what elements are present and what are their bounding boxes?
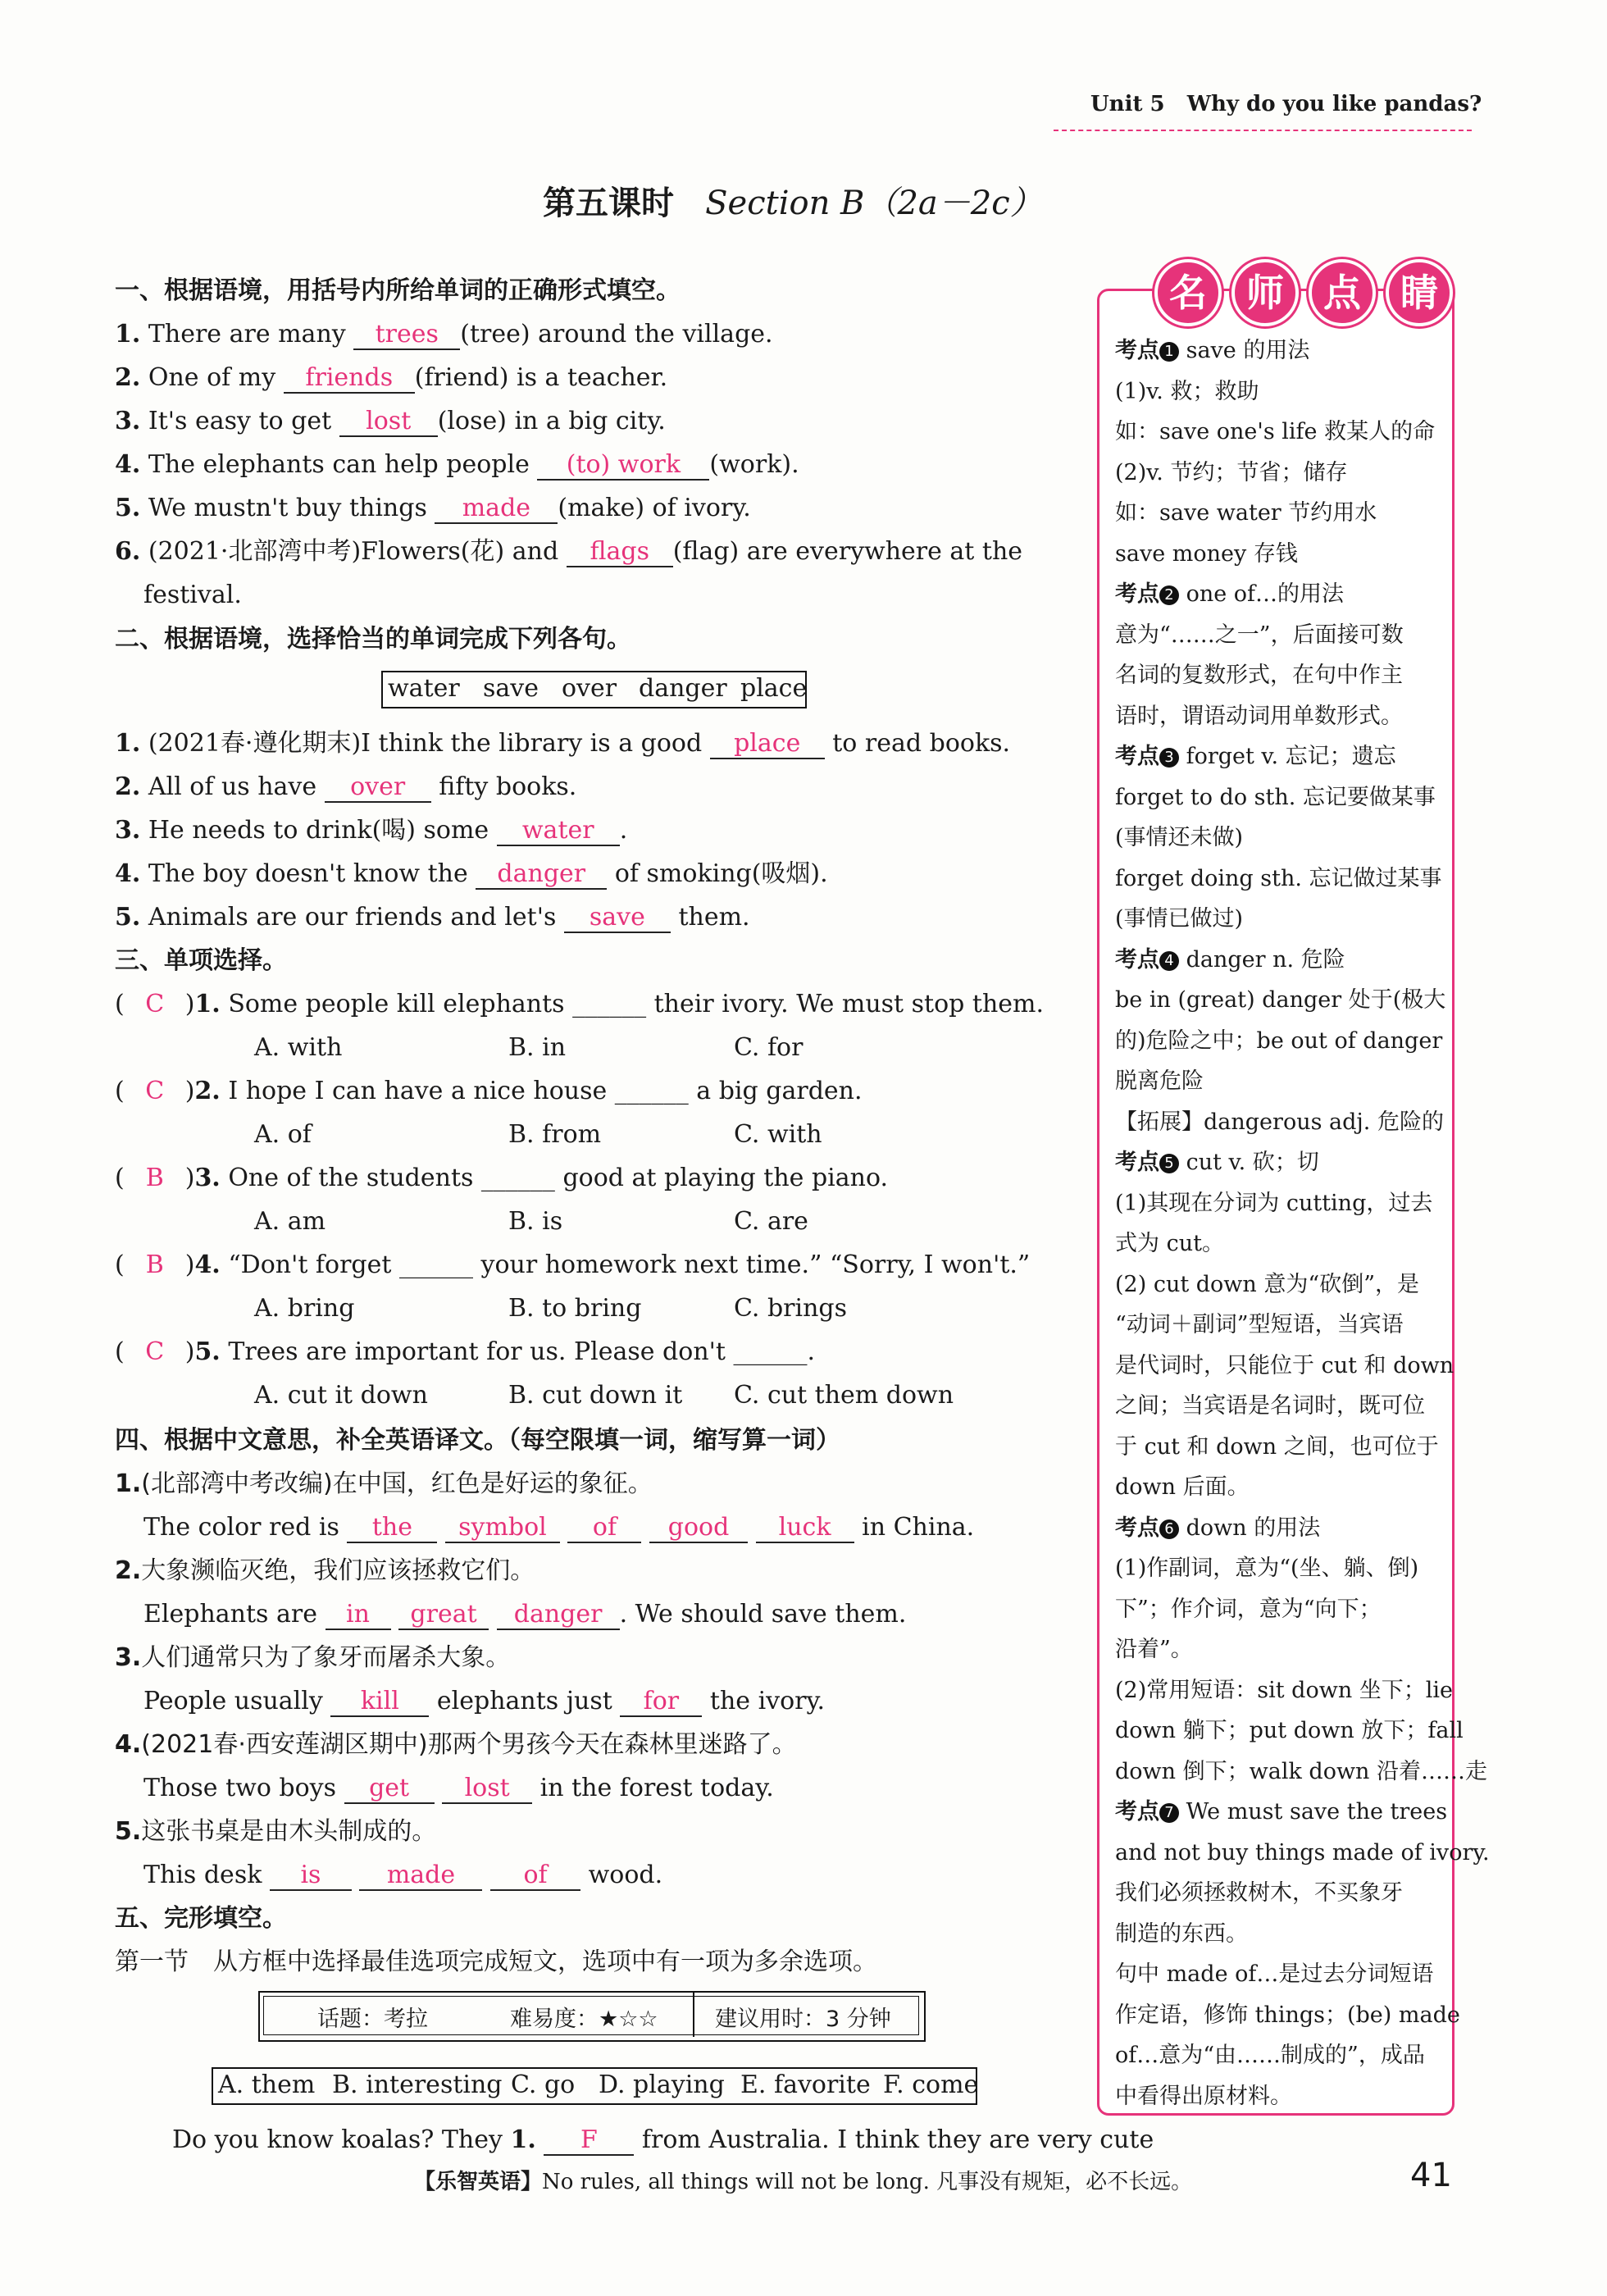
part2-q3: 3. He needs to drink(喝) some water . — [115, 816, 628, 845]
answer-blank: trees — [353, 321, 460, 350]
part1-q1: 1. There are many trees (tree) around the village. — [115, 320, 773, 348]
sidebar-note — [1115, 1838, 1490, 1868]
choice-answer: C — [145, 1337, 165, 1366]
key-point-number: 7 — [1159, 1803, 1179, 1823]
part4-q2-en: Elephants are in great danger . We should save them. — [143, 1600, 907, 1629]
footer-brand: 【乐智英语】 — [414, 2170, 543, 2194]
key-point-label: 考点 — [1115, 946, 1159, 973]
answer-blank: save — [564, 904, 671, 933]
sidebar-note — [1115, 1229, 1224, 1259]
answer-blank: is — [270, 1861, 352, 1891]
sidebar-note — [1115, 1067, 1204, 1096]
sidebar-note — [1115, 540, 1298, 569]
key-point-number: 2 — [1159, 585, 1179, 605]
footer-motto — [414, 2165, 1192, 2195]
sidebar-text: 的)危险之中；be out of danger — [1115, 1027, 1443, 1054]
cloze-option: C. go — [511, 2070, 576, 2099]
choice-answer: C — [145, 1077, 165, 1105]
sidebar-note — [1115, 823, 1243, 853]
word-box — [381, 671, 807, 708]
sidebar-text: cut v. 砍；切 — [1179, 1150, 1319, 1175]
part2-q5: 5. Animals are our friends and let's save them. — [115, 903, 750, 932]
cloze-passage-line: Do you know koalas? They 1. F from Australia. I think they are very cute — [172, 2125, 1154, 2154]
sidebar-text: (2)v. 节约；节省；储存 — [1115, 459, 1348, 485]
choice-answer: B — [145, 1250, 164, 1279]
part5-subtitle: 第一节 从方框中选择最佳选项完成短文，选项中有一项为多余选项。 — [115, 1947, 877, 1976]
sidebar-note — [1115, 1351, 1454, 1381]
sidebar-text: 我们必须拯救树木，不买象牙 — [1115, 1880, 1403, 1906]
sidebar-key-point — [1115, 336, 1309, 366]
answer-blank: kill — [330, 1688, 429, 1717]
header-title: Why do you like pandas? — [1186, 92, 1482, 116]
word-option: save — [483, 674, 539, 703]
key-point-label: 考点 — [1115, 338, 1159, 363]
sidebar-text: “动词＋副词”型短语，当宾语 — [1115, 1312, 1404, 1337]
sidebar-note — [1115, 621, 1404, 650]
answer-blank: symbol — [445, 1514, 560, 1543]
part4-q1-en: The color red is the symbol of good luck in China. — [143, 1513, 975, 1542]
sidebar-note — [1115, 1189, 1432, 1219]
sidebar-key-point — [1115, 1797, 1447, 1827]
answer-blank: for — [620, 1688, 702, 1717]
sidebar-note — [1115, 2082, 1292, 2112]
sidebar-text: 制造的东西。 — [1115, 1920, 1248, 1947]
sidebar-text: 句中 made of…是过去分词短语 — [1115, 1961, 1434, 1987]
difficulty-label: 难易度：★☆☆ — [510, 2007, 658, 2032]
sidebar-text: and not buy things made of ivory. — [1115, 1839, 1490, 1866]
sidebar-note — [1115, 864, 1442, 894]
part4-q5-en: This desk is made of wood. — [143, 1861, 663, 1889]
cloze-option: B. interesting — [332, 2070, 503, 2099]
lesson-title-cn: 第五课时 — [543, 184, 674, 222]
header-unit: Unit 5 — [1090, 92, 1165, 116]
sidebar-text: 下”；作介词，意为“向下； — [1115, 1596, 1382, 1622]
part1-q2: 2. One of my friends (friend) is a teacher. — [115, 363, 668, 392]
sidebar-text: We must save the trees — [1179, 1799, 1448, 1824]
footer-motto-text: No rules, all things will not be long. 凡事没有规矩，必不长远。 — [542, 2170, 1193, 2194]
key-point-label: 考点 — [1115, 581, 1159, 607]
sidebar-note — [1115, 1473, 1250, 1502]
part4-title: 四、根据中文意思，补全英语译文。（每空限填一词，缩写算一词） — [115, 1426, 840, 1455]
sidebar-note — [1115, 1108, 1444, 1137]
passage-info-box — [258, 1991, 926, 2042]
answer-blank: made — [359, 1861, 482, 1891]
sidebar-text: down 的用法 — [1179, 1515, 1321, 1541]
sidebar-note — [1115, 1920, 1248, 1949]
sidebar-text: 中看得出原材料。 — [1115, 2083, 1292, 2109]
part1-q3: 3. It's easy to get lost (lose) in a big city. — [115, 407, 666, 435]
word-option: place — [740, 674, 808, 703]
part3-q2: ( C )2. I hope I can have a nice house ______ a big garden. — [115, 1075, 863, 1108]
option-b: B. is — [508, 1207, 563, 1236]
part4-q5-cn: 5.这张书桌是由木头制成的。 — [115, 1817, 437, 1846]
sidebar-note — [1115, 1960, 1433, 1989]
part1-q6: 6. (2021·北部湾中考)Flowers(花) and flags (flag) are everywhere at the — [115, 537, 1023, 566]
sidebar-note — [1115, 1433, 1439, 1462]
running-header — [1090, 92, 1482, 116]
sidebar-text: be in (great) danger 处于(极大 — [1115, 987, 1446, 1013]
answer-blank: lost — [442, 1774, 532, 1804]
option-a: A. am — [254, 1207, 326, 1236]
topic-label: 话题：考拉 — [317, 2007, 428, 2032]
sidebar-text: 意为“……之一”，后面接可数 — [1115, 622, 1404, 648]
option-b: B. in — [508, 1033, 567, 1062]
sidebar-key-point — [1115, 1148, 1319, 1178]
option-b: B. from — [508, 1120, 602, 1149]
key-point-number: 5 — [1159, 1154, 1179, 1173]
sidebar-note — [1115, 986, 1445, 1015]
option-b: B. to bring — [508, 1294, 642, 1323]
sidebar-text: 于 cut 和 down 之间，也可位于 — [1115, 1433, 1439, 1460]
sidebar-text: 【拓展】dangerous adj. 危险的 — [1115, 1109, 1444, 1135]
sidebar-note — [1115, 1310, 1404, 1340]
part3-title: 三、单项选择。 — [115, 946, 287, 975]
answer-blank: (to) work — [537, 451, 709, 481]
sidebar-note — [1115, 458, 1347, 488]
sidebar-text: 名词的复数形式，在句中作主 — [1115, 663, 1403, 688]
sidebar-text: save money 存钱 — [1115, 540, 1298, 567]
sidebar-note — [1115, 499, 1377, 528]
option-a: A. of — [254, 1120, 312, 1149]
sidebar-note — [1115, 1635, 1193, 1665]
key-point-number: 3 — [1159, 748, 1179, 768]
sidebar-note — [1115, 2001, 1460, 2030]
answer-blank: place — [710, 730, 825, 759]
option-a: A. cut it down — [254, 1381, 428, 1410]
answer-blank: water — [497, 817, 620, 846]
key-point-label: 考点 — [1115, 1150, 1159, 1175]
answer-blank: the — [347, 1514, 437, 1543]
part3-q1: ( C )1. Some people kill elephants ______ their ivory. We must stop them. — [115, 988, 1044, 1021]
sidebar-text: 如：save water 节约用水 — [1115, 500, 1377, 526]
answer-blank: luck — [756, 1514, 854, 1543]
key-point-label: 考点 — [1115, 1515, 1159, 1541]
option-c: C. are — [734, 1207, 808, 1236]
sidebar-text: (2)常用短语：sit down 坐下；lie — [1115, 1677, 1454, 1703]
word-option: over — [562, 674, 617, 703]
badge-char: 睛 — [1386, 259, 1453, 326]
sidebar-text: (1)其现在分词为 cutting，过去 — [1115, 1190, 1433, 1216]
cloze-option: D. playing — [599, 2070, 725, 2099]
sidebar-text: down 倒下；walk down 沿着……走 — [1115, 1758, 1488, 1784]
sidebar-text: 脱离危险 — [1115, 1068, 1204, 1094]
part4-q4-cn: 4.(2021春·西安莲湖区期中)那两个男孩今天在森林里迷路了。 — [115, 1730, 797, 1759]
sidebar-text: (1)作副词，意为“(坐、躺、倒) — [1115, 1556, 1419, 1581]
sidebar-text: danger n. 危险 — [1179, 946, 1345, 973]
answer-blank: great — [398, 1601, 489, 1630]
part3-q5: ( C )5. Trees are important for us. Please don't ______. — [115, 1336, 815, 1369]
sidebar-note — [1115, 1757, 1487, 1787]
cloze-option: A. them — [218, 2070, 316, 2099]
key-point-number: 1 — [1159, 342, 1179, 362]
part1-title: 一、根据语境，用括号内所给单词的正确形式填空。 — [115, 276, 681, 305]
sidebar-key-point — [1115, 1514, 1320, 1543]
word-option: danger — [639, 674, 727, 703]
answer-blank: danger — [497, 1601, 620, 1630]
option-b: B. cut down it — [508, 1381, 683, 1410]
option-c: C. cut them down — [734, 1381, 954, 1410]
sidebar-key-point — [1115, 742, 1396, 772]
lesson-title — [543, 182, 1043, 225]
answer-blank: good — [649, 1514, 748, 1543]
header-divider — [1054, 130, 1472, 131]
sidebar-note — [1115, 1270, 1419, 1300]
choice-answer: B — [145, 1164, 164, 1192]
cloze-option: E. favorite — [740, 2070, 871, 2099]
part2-q2: 2. All of us have over fifty books. — [115, 772, 577, 801]
sidebar-text: 是代词时，只能位于 cut 和 down — [1115, 1352, 1454, 1378]
sidebar-note — [1115, 1716, 1464, 1746]
part2-q4: 4. The boy doesn't know the danger of smoking(吸烟). — [115, 859, 828, 888]
option-a: A. with — [254, 1033, 343, 1062]
sidebar-text: forget doing sth. 忘记做过某事 — [1115, 865, 1442, 891]
sidebar-note — [1115, 1027, 1442, 1056]
sidebar-note — [1115, 661, 1403, 690]
sidebar-note — [1115, 1392, 1425, 1421]
key-point-label: 考点 — [1115, 1799, 1159, 1824]
part4-q4-en: Those two boys get lost in the forest today. — [143, 1774, 774, 1802]
sidebar-note — [1115, 417, 1435, 447]
sidebar-note — [1115, 2041, 1425, 2070]
key-point-number: 4 — [1159, 951, 1179, 971]
sidebar-text: one of…的用法 — [1179, 581, 1345, 607]
part2-title: 二、根据语境，选择恰当的单词完成下列各句。 — [115, 625, 631, 654]
answer-blank: lost — [339, 408, 438, 437]
option-c: C. for — [734, 1033, 804, 1062]
badge-char: 点 — [1309, 259, 1376, 326]
sidebar-note — [1115, 1554, 1418, 1583]
sidebar-text: (1)v. 救；救助 — [1115, 378, 1259, 404]
sidebar-text: 之间；当宾语是名词时，既可位 — [1115, 1393, 1425, 1419]
sidebar-text: 式为 cut。 — [1115, 1231, 1224, 1256]
sidebar-note — [1115, 1879, 1403, 1908]
part1-q6-cont: festival. — [143, 581, 242, 609]
key-point-number: 6 — [1159, 1519, 1179, 1539]
badge-char: 师 — [1231, 259, 1299, 326]
part4-q3-cn: 3.人们通常只为了象牙而屠杀大象。 — [115, 1643, 511, 1672]
time-label: 建议用时：3 分钟 — [715, 2007, 891, 2032]
sidebar-note — [1115, 1595, 1382, 1624]
lesson-section: Section B（2a－2c） — [705, 184, 1043, 222]
sidebar-note — [1115, 1676, 1453, 1706]
part3-q3: ( B )3. One of the students ______ good at playing the piano. — [115, 1162, 888, 1195]
part3-q4: ( B )4. “Don't forget ______ your homework next time.” “Sorry, I won't.” — [115, 1249, 1030, 1282]
choice-answer: C — [145, 990, 165, 1018]
word-option: water — [388, 674, 460, 703]
answer-blank: of — [567, 1514, 641, 1543]
sidebar-text: of…意为“由……制成的”，成品 — [1115, 2043, 1425, 2068]
sidebar-note — [1115, 377, 1259, 407]
option-a: A. bring — [254, 1294, 355, 1323]
sidebar-text: 作定语，修饰 things；(be) made — [1115, 2002, 1460, 2028]
answer-blank: of — [490, 1861, 580, 1891]
part2-q1: 1. (2021春·遵化期末)I think the library is a good place to read books. — [115, 729, 1011, 758]
cloze-options-box — [212, 2067, 977, 2105]
answer-blank: friends — [284, 364, 415, 394]
part1-q4: 4. The elephants can help people (to) work (work). — [115, 450, 799, 479]
part4-q3-en: People usually kill elephants just for the ivory. — [143, 1687, 826, 1715]
answer-blank: over — [325, 773, 431, 803]
part5-title: 五、完形填空。 — [115, 1904, 287, 1933]
sidebar-text: save 的用法 — [1179, 338, 1310, 363]
answer-blank: danger — [476, 860, 607, 890]
sidebar-text: (事情还未做) — [1115, 825, 1244, 850]
sidebar-text: down 躺下；put down 放下；fall — [1115, 1718, 1464, 1743]
sidebar-text: forget to do sth. 忘记要做某事 — [1115, 784, 1436, 810]
sidebar-text: down 后面。 — [1115, 1474, 1250, 1500]
answer-blank: in — [325, 1601, 391, 1630]
option-c: C. with — [734, 1120, 822, 1149]
answer-blank: flags — [567, 538, 673, 567]
sidebar-text: forget v. 忘记；遗忘 — [1179, 744, 1396, 769]
sidebar-key-point — [1115, 580, 1344, 609]
sidebar-note — [1115, 702, 1403, 731]
key-point-label: 考点 — [1115, 744, 1159, 769]
sidebar-key-point — [1115, 945, 1345, 975]
part1-q5: 5. We mustn't buy things made (make) of ivory. — [115, 494, 751, 522]
badge-char: 名 — [1154, 259, 1222, 326]
part4-q1-cn: 1.(北部湾中考改编)在中国，红色是好运的象征。 — [115, 1469, 653, 1498]
sidebar-text: (事情已做过) — [1115, 906, 1244, 932]
part4-q2-cn: 2.大象濒临灭绝，我们应该拯救它们。 — [115, 1556, 535, 1585]
answer-blank: F — [544, 2126, 634, 2156]
page-number: 41 — [1410, 2157, 1452, 2194]
sidebar-text: (2) cut down 意为“砍倒”，是 — [1115, 1271, 1419, 1297]
sidebar-text: 语时，谓语动词用单数形式。 — [1115, 703, 1403, 729]
sidebar-note — [1115, 783, 1436, 813]
sidebar-text: 沿着”。 — [1115, 1637, 1193, 1662]
sidebar-note — [1115, 904, 1243, 934]
option-c: C. brings — [734, 1294, 848, 1323]
answer-blank: get — [344, 1774, 435, 1804]
answer-blank: made — [435, 494, 558, 524]
sidebar-text: 如：save one's life 救某人的命 — [1115, 419, 1436, 444]
cloze-option: F. come — [883, 2070, 979, 2099]
